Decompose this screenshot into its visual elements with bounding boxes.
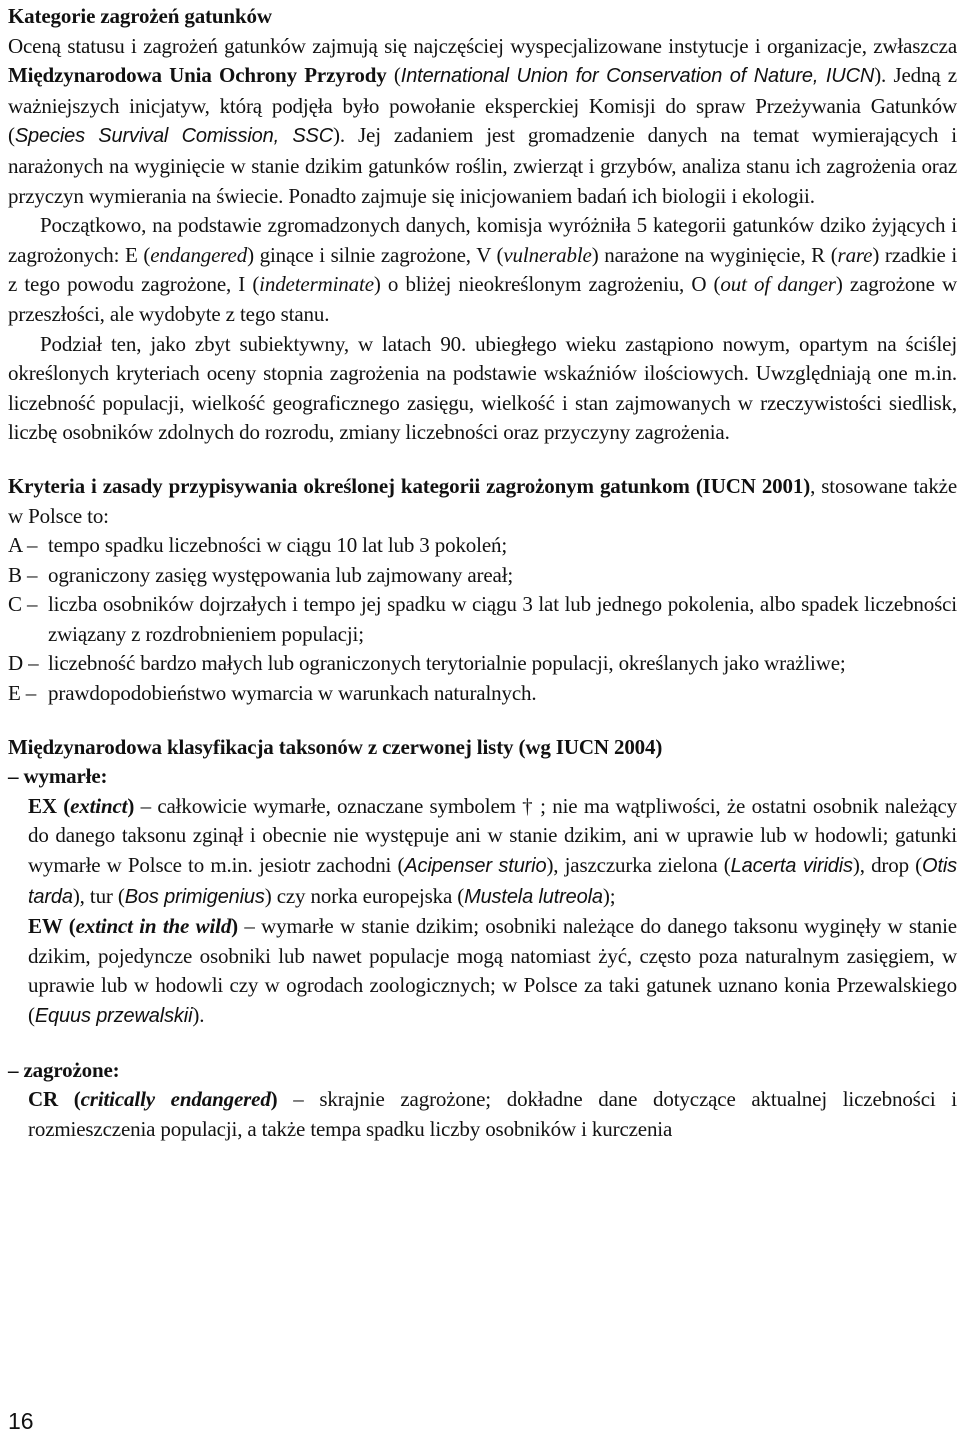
criteria-heading-line — [8, 472, 957, 531]
species-name: Acipenser sturio — [404, 855, 547, 878]
species-name: Bos primigenius — [124, 885, 265, 908]
text: – całkowicie wymarłe, oznaczane symbolem † ; nie ma wątpliwości, że ostatni osobnik należący do danego taksonu zginął i obecnie nie występuje ani w stanie dzikim, ani w uprawie lub w hodowli; gatunki wymarłe w Polsce to m.in. jesiotr zachodni ( — [28, 793, 957, 878]
paragraph-initial-categories — [8, 211, 957, 329]
code: EX ( — [28, 793, 71, 818]
code: EW ( — [28, 914, 76, 939]
text: ). Jej zadaniem jest gromadzenie danych na temat wymierających i narażonych na wyginięcie w stanie dzikim gatunków roślin, zwierząt i grzybów, analiza stanu ich zagrożenia oraz przyczyn wymierania na świecie. Ponadto zajmuje się inicjowaniem badań ich biologii i ekologii. — [8, 123, 957, 208]
text: ), jaszczurka zielona ( — [546, 853, 731, 878]
criterion-text: liczebność bardzo małych lub ograniczonych terytorialnie populacji, określanych jako wrażliwe; — [48, 651, 846, 676]
term-indeterminate: indeterminate — [259, 272, 374, 297]
code-close: ) — [231, 914, 239, 939]
code-close: ) — [270, 1087, 278, 1112]
text: Oceną statusu i zagrożeń gatunków zajmują się najczęściej wyspecjalizowane instytucje i organizacje, zwłaszcza — [8, 33, 957, 58]
text: ) ginące i silnie zagrożone, V ( — [247, 242, 504, 267]
criteria-heading: Kryteria i zasady przypisywania określonej kategorii zagrożonym gatunkom (IUCN 2001) — [8, 473, 811, 498]
text: – skrajnie zagrożone; dokładne dane dotyczące aktualnej liczebności i rozmieszczenia populacji, a także tempa spadku liczby osobników i kurczenia — [28, 1087, 957, 1141]
term-out-of-danger: out of danger — [720, 272, 836, 297]
criterion-d — [8, 649, 957, 679]
term-ssc-english: Species Survival Comission, SSC — [14, 125, 334, 148]
text: ). Jedną z ważniejszych inicjatyw, którą podjęła było powołanie eksperckiej Komisji do spraw Przeżywania Gatunków ( — [8, 63, 957, 148]
text: ) zagrożone w przeszłości, ale wydobyte z tego stanu. — [8, 272, 957, 326]
species-name: Lacerta viridis — [730, 855, 853, 878]
classification-heading: Międzynarodowa klasyfikacja taksonów z czerwonej listy (wg IUCN 2004) — [8, 734, 663, 759]
term-endangered: endangered — [150, 242, 248, 267]
text: ), tur ( — [72, 883, 125, 908]
text: ) narażone na wyginięcie, R ( — [591, 242, 838, 267]
entry-ex — [8, 792, 957, 912]
text: ) rzadkie i z tego powodu zagrożone, I ( — [8, 242, 957, 297]
code-ew — [28, 914, 238, 938]
text: – wymarłe w stanie dzikim; osobniki należące do danego taksonu wyginęły w stanie dzikim, pojedyncze osobniki lub nawet populacje mogą natomiast żyć, często poza naturalnym zasięgiem, w uprawie lub w hodowli czy w ogrodach zoologicznych; w Polsce za taki gatunek uznano konia Przewalskiego ( — [28, 914, 957, 1027]
paragraph-new-division: Podział ten, jako zbyt subiektywny, w latach 90. ubiegłego wieku zastąpiono nowym, opartym na ściślej określonych kryteriach oceny stopnia zagrożenia na podstawie wskaźniów ilościowych. Uwzględniają one m.in. liczebność populacji, wielkość geograficznego zasięgu, wielkość i stan zajmowanych w rzeczywistości siedlisk, liczbę osobników zdolnych do rozrodu, zmiany liczebności oraz przyczyny zagrożenia. — [8, 331, 957, 445]
criterion-text: tempo spadku liczebności w ciągu 10 lat lub 3 pokoleń; — [48, 533, 508, 558]
criterion-text: liczba osobników dojrzałych i tempo jej spadku w ciągu 3 lat lub jednego pokolenia, albo spadek liczebności związany z rozdrobnieniem populacji; — [48, 592, 957, 646]
criteria-intro: , stosowane także w Polsce to: — [8, 473, 958, 528]
criterion-key: B – — [8, 562, 38, 587]
criterion-a — [8, 531, 957, 561]
code-ex — [28, 794, 134, 818]
entry-ew — [8, 912, 957, 1031]
criterion-text: ograniczony zasięg występowania lub zajmowany areał; — [48, 562, 514, 587]
text: ) czy norka europejska ( — [264, 883, 465, 908]
criterion-key: E – — [8, 681, 37, 706]
text: ); — [602, 883, 616, 908]
criterion-e — [8, 679, 957, 709]
page-number: 16 — [8, 1408, 34, 1434]
term: critically endangered — [80, 1087, 271, 1112]
criterion-b — [8, 561, 957, 591]
term: extinct in the wild — [75, 914, 232, 939]
code-close: ) — [127, 793, 135, 818]
species-name: Otis tarda — [28, 855, 957, 908]
document-page — [8, 2, 957, 1144]
criterion-text: prawdopodobieństwo wymarcia w warunkach naturalnych. — [48, 681, 537, 706]
term-iucn-english: International Union for Conservation of Nature, IUCN — [400, 65, 875, 88]
species-name: Equus przewalskii — [34, 1005, 193, 1027]
criterion-key: C – — [8, 592, 38, 617]
criterion-c — [8, 590, 957, 649]
section-heading-categories: Kategorie zagrożeń gatunków — [8, 4, 272, 28]
entry-cr — [8, 1085, 957, 1144]
text: Początkowo, na podstawie zgromadzonych danych, komisja wyróżniła 5 kategorii gatunków dziko żyjących i zagrożonych: E ( — [8, 213, 957, 267]
term-vulnerable: vulnerable — [503, 242, 592, 267]
code-cr — [28, 1087, 278, 1111]
threatened-group-label: – zagrożone: — [8, 1057, 120, 1082]
text: ( — [386, 63, 401, 88]
text: ), drop ( — [852, 853, 923, 878]
criterion-key: A – — [8, 533, 38, 558]
species-name: Mustela lutreola — [464, 885, 603, 908]
term-rare: rare — [837, 242, 873, 267]
code: CR ( — [28, 1087, 81, 1112]
term: extinct — [70, 793, 128, 818]
text: ) o bliżej nieokreślonym zagrożeniu, O ( — [373, 272, 721, 297]
criterion-key: D – — [8, 651, 39, 676]
extinct-group-label: – wymarłe: — [8, 764, 108, 789]
text: ). — [192, 1003, 205, 1027]
paragraph-intro — [8, 32, 957, 212]
term-iucn-polish: Międzynarodowa Unia Ochrony Przyrody — [8, 63, 387, 88]
